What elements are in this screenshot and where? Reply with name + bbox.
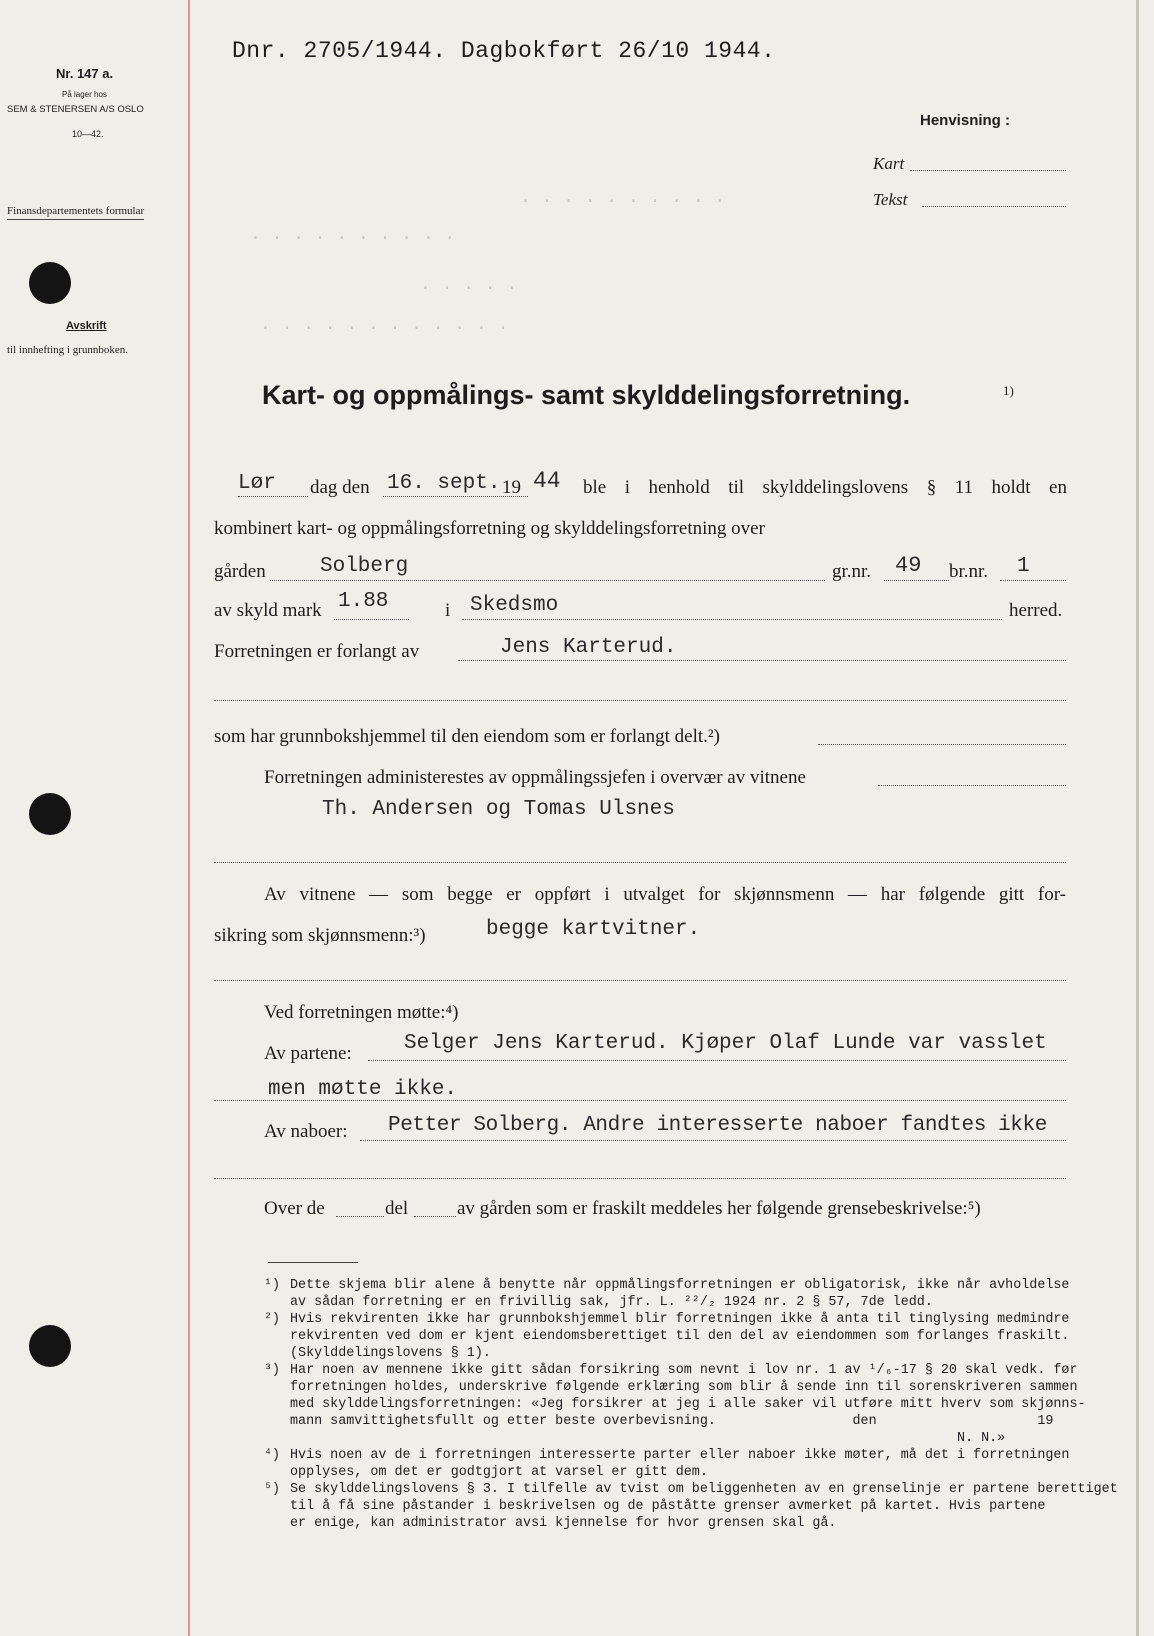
reference-title: Henvisning : bbox=[920, 112, 1011, 129]
margin-rule bbox=[188, 0, 190, 1636]
footnote-mark: ⁴) bbox=[264, 1448, 281, 1463]
punch-hole-icon bbox=[29, 793, 71, 835]
form-text: Forretningen administerestes av oppmålingssjefen i overvær av vitnene bbox=[264, 767, 806, 788]
footnote-line bbox=[264, 1311, 1070, 1328]
form-text: herred. bbox=[1009, 600, 1063, 621]
assurance-value: begge kartvitner. bbox=[486, 918, 701, 941]
bleed-through-mark: . . . . . . . . . . bbox=[250, 225, 456, 245]
fill-line bbox=[1000, 580, 1066, 581]
fill-line bbox=[214, 1100, 1066, 1101]
fill-line bbox=[214, 1178, 1066, 1179]
witnesses-value: Th. Andersen og Tomas Ulsnes bbox=[322, 798, 675, 821]
footnote-mark: ²) bbox=[264, 1312, 281, 1327]
bnr-value: 1 bbox=[1017, 555, 1030, 578]
parties-value-cont: men møtte ikke. bbox=[268, 1078, 458, 1101]
text-line bbox=[922, 206, 1066, 207]
footnote-line bbox=[264, 1515, 1064, 1532]
fill-line bbox=[214, 700, 1066, 701]
footnote-line bbox=[264, 1379, 1078, 1396]
assessment-value: 1.88 bbox=[338, 590, 389, 613]
form-owner: Finansdepartementets formular bbox=[7, 205, 144, 220]
date-value: 16. sept. bbox=[387, 472, 501, 495]
form-text: i bbox=[445, 600, 451, 621]
form-text: som har grunnbokshjemmel til den eiendom som er forlangt delt.²) bbox=[214, 726, 720, 747]
footnote-text: med skylddelingsforretningen: «Jeg forsikrer at jeg i alle saker vil utføre mitt hverv som skjønns- bbox=[290, 1397, 1086, 1412]
form-text: Over de bbox=[264, 1198, 325, 1219]
form-text: av gården som er fraskilt meddeles her følgende grensebeskrivelse:⁵) bbox=[457, 1198, 981, 1219]
footnote-text: N. N.» bbox=[290, 1431, 1006, 1446]
form-text: kombinert kart- og oppmålingsforretning og skylddelingsforretning over bbox=[214, 518, 765, 539]
footnote-line bbox=[264, 1430, 1064, 1447]
footnote-text: opplyses, om det er godtgjort at varsel er gitt dem. bbox=[290, 1465, 708, 1480]
fill-line bbox=[336, 1216, 384, 1217]
fill-line bbox=[458, 660, 1066, 661]
form-text: gården bbox=[214, 561, 266, 582]
footnote-text: av sådan forretning er en frivillig sak, jfr. L. ²²/₂ 1924 nr. 2 § 57, 7de ledd. bbox=[290, 1295, 933, 1310]
footnote-mark: ³) bbox=[264, 1363, 281, 1378]
fill-line bbox=[878, 785, 1066, 786]
footnote-text: Hvis noen av de i forretningen interesserte parter eller naboer ikke møter, må det i forretningen bbox=[290, 1448, 1070, 1463]
weekday-value: Lør bbox=[238, 472, 276, 495]
farm-name-value: Solberg bbox=[320, 555, 409, 578]
footnote-line bbox=[264, 1447, 1070, 1464]
footnote-line bbox=[264, 1396, 1086, 1413]
gnr-value: 49 bbox=[895, 553, 922, 578]
footnote-line bbox=[264, 1362, 1078, 1379]
map-line bbox=[910, 170, 1066, 171]
fill-line bbox=[238, 496, 308, 497]
form-text: Av vitnene — som begge er oppført i utvalget for skjønnsmenn — har følgende gitt for- bbox=[264, 884, 1066, 905]
form-text: gr.nr. bbox=[832, 561, 872, 582]
footnote-text: er enige, kan administrator avsi kjennelse for hvor grensen skal gå. bbox=[290, 1516, 837, 1531]
fill-line bbox=[818, 744, 1066, 745]
footnote-separator bbox=[268, 1262, 358, 1263]
form-text: sikring som skjønnsmenn:³) bbox=[214, 925, 426, 946]
form-text: Forretningen er forlangt av bbox=[214, 641, 420, 662]
form-text: br.nr. bbox=[949, 561, 989, 582]
footnote-text: Har noen av mennene ikke gitt sådan forsikring som nevnt i lov nr. 1 av ¹/₆-17 § 20 skal vedk. før bbox=[290, 1363, 1078, 1378]
document-title: Kart- og oppmålings- samt skylddelingsforretning. bbox=[262, 380, 911, 410]
footnote-text: rekvirenten ved dom er kjent eiendomsberettiget til den del av eiendommen som forlanges fraskilt. bbox=[290, 1329, 1070, 1344]
footnote-text: (Skylddelingslovens § 1). bbox=[290, 1346, 491, 1361]
footnote-line bbox=[264, 1328, 1070, 1345]
footnote-text: Hvis rekvirenten ikke har grunnbokshjemmel blir forretningen ikke å anta til tinglysing medmindre bbox=[290, 1312, 1070, 1327]
footnote-text: Dette skjema blir alene å benytte når oppmålingsforretningen er obligatorisk, ikke når avholdelse bbox=[290, 1278, 1070, 1293]
printer-line: På lager hos bbox=[62, 90, 107, 99]
form-text: Ved forretningen møtte:⁴) bbox=[264, 1002, 459, 1023]
neighbours-value: Petter Solberg. Andre interesserte naboer fandtes ikke bbox=[388, 1114, 1047, 1137]
footnote-line bbox=[264, 1481, 1118, 1498]
printer-name: SEM & STENERSEN A/S OSLO bbox=[7, 104, 144, 115]
printer-date: 10—42. bbox=[72, 129, 104, 139]
footnote-text: til å få sine påstander i beskrivelsen og de påståtte grenser avmerket på kartet. Hvis partene bbox=[290, 1499, 1046, 1514]
footnote-text: mann samvittighetsfullt og etter beste overbevisning. den 19 bbox=[290, 1414, 1054, 1429]
form-text: Av naboer: bbox=[264, 1121, 348, 1142]
footnotes bbox=[264, 1277, 1118, 1532]
parties-value: Selger Jens Karterud. Kjøper Olaf Lunde var vasslet bbox=[404, 1032, 1047, 1055]
footnote-line bbox=[264, 1413, 1064, 1430]
form-text: del bbox=[385, 1198, 409, 1219]
footnote-text: Se skylddelingslovens § 3. I tilfelle av tvist om beliggenheten av en grenselinje er partene berettiget bbox=[290, 1482, 1118, 1497]
bleed-through-mark: . . . . . bbox=[420, 275, 518, 295]
footnote-line bbox=[264, 1498, 1064, 1515]
copy-note: til innhefting i grunnboken. bbox=[7, 344, 128, 356]
municipality-value: Skedsmo bbox=[470, 594, 559, 617]
form-text: ble i henhold til skylddelingslovens § 11 holdt en bbox=[583, 477, 1067, 498]
footnote-line bbox=[264, 1464, 1064, 1481]
text-label: Tekst bbox=[873, 190, 908, 209]
fill-line bbox=[270, 580, 825, 581]
year-value: 44 bbox=[533, 468, 561, 494]
footnote-line bbox=[264, 1277, 1070, 1294]
map-label: Kart bbox=[873, 154, 905, 173]
form-text: dag den bbox=[310, 477, 370, 498]
copy-label: Avskrift bbox=[66, 320, 107, 332]
form-text: Av partene: bbox=[264, 1043, 352, 1064]
bleed-through-mark: . . . . . . . . . . . . bbox=[260, 315, 509, 335]
fill-line bbox=[334, 619, 409, 620]
fill-line bbox=[214, 980, 1066, 981]
fill-line bbox=[368, 1060, 1066, 1061]
punch-hole-icon bbox=[29, 262, 71, 304]
punch-hole-icon bbox=[29, 1325, 71, 1367]
fill-line bbox=[462, 619, 1002, 620]
footnote-line bbox=[264, 1294, 1064, 1311]
fill-line bbox=[414, 1216, 456, 1217]
title-footnote-mark: 1) bbox=[1003, 383, 1014, 398]
fill-line bbox=[360, 1140, 1066, 1141]
footnote-line bbox=[264, 1345, 1064, 1362]
requester-value: Jens Karterud. bbox=[500, 636, 677, 659]
fill-line bbox=[214, 862, 1066, 863]
footnote-mark: ⁵) bbox=[264, 1482, 281, 1497]
page-edge bbox=[1136, 0, 1139, 1636]
bleed-through-mark: . . . . . . . . . . bbox=[520, 188, 726, 208]
form-text: 19 bbox=[502, 477, 521, 498]
form-number: Nr. 147 a. bbox=[56, 66, 114, 81]
fill-line bbox=[884, 580, 949, 581]
registration-stamp: Dnr. 2705/1944. Dagbokført 26/10 1944. bbox=[232, 38, 776, 64]
form-text: av skyld mark bbox=[214, 600, 322, 621]
footnote-mark: ¹) bbox=[264, 1278, 281, 1293]
footnote-text: forretningen holdes, underskrive følgende erklæring som blir å sende inn til sorenskriveren sammen bbox=[290, 1380, 1078, 1395]
